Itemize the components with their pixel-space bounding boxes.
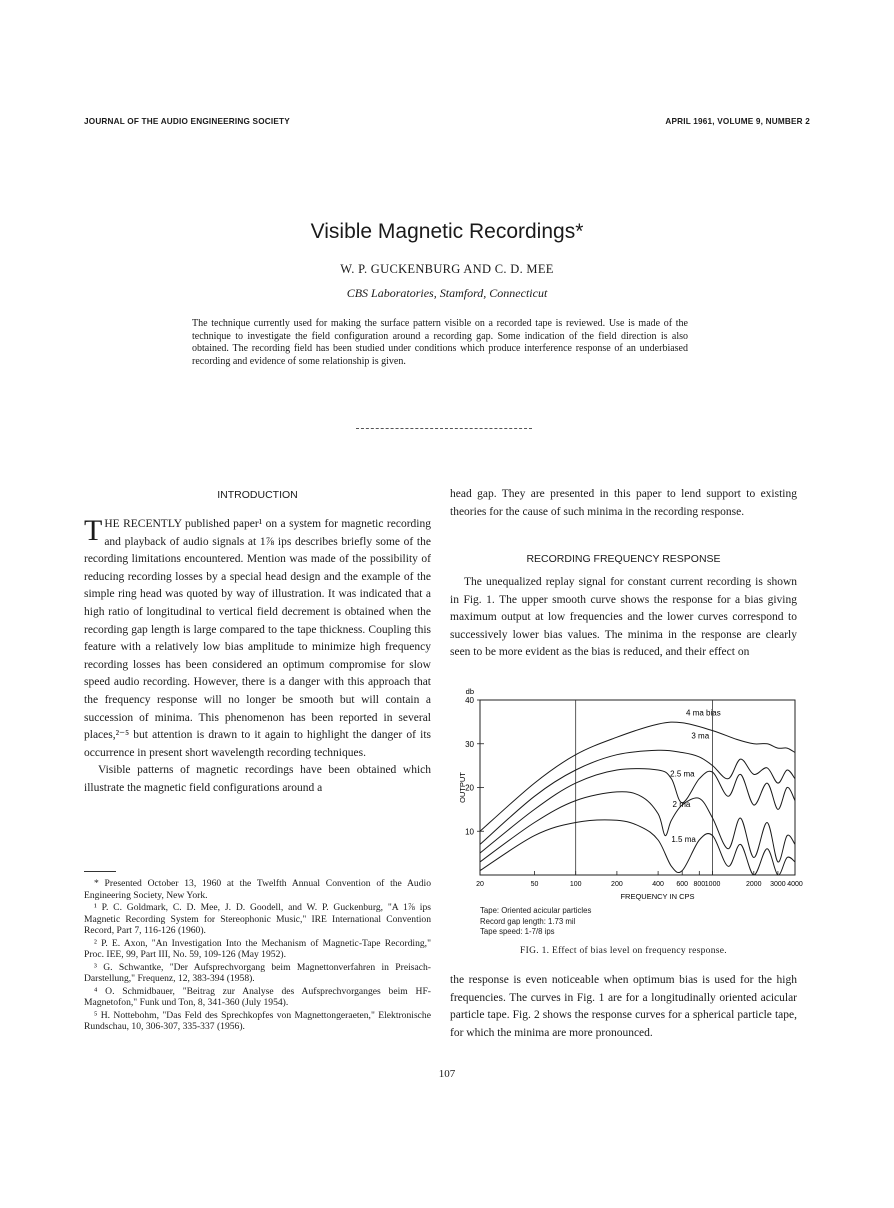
x-tick-label: 50 [530, 881, 539, 888]
journal-header: JOURNAL OF THE AUDIO ENGINEERING SOCIETY [84, 117, 290, 126]
footnote: * Presented October 13, 1960 at the Twelfth Annual Convention of the Audio Engineering Society, New York. [84, 878, 431, 901]
series-label: 4 ma bias [686, 708, 721, 718]
page-number: 107 [438, 1068, 456, 1080]
footnote: ¹ P. C. Goldmark, C. D. Mee, J. D. Goodell, and W. P. Guckenburg, "A 1⅞ ips Magnetic Recording System for Stereophonic Music," IRE International Convention Record, Part 7, 116-126 (1960). [84, 902, 431, 936]
article-title: Visible Magnetic Recordings* [310, 220, 584, 243]
recording-paragraph-2: the response is even noticeable when optimum bias is used for the high frequencies. The curves in Fig. 1 are for a longitudinally oriented acicular particle tape. Fig. 2 shows the response curves for a spherical particle tape, for which the minima are more pronounced. [450, 974, 797, 1039]
series-line [480, 820, 795, 875]
series-label: 2.5 ma [670, 769, 695, 779]
footnote-rule [84, 871, 116, 872]
plot-frame [480, 700, 795, 875]
tape-info-speed: Tape speed: 1-7/8 ips [480, 927, 555, 936]
series-label: 2 ma [672, 800, 691, 810]
footnote: ⁴ O. Schmidbauer, "Beitrag zur Analyse des Aufsprechvorganges beim HF-Magnetofon," Funk und Ton, 8, 341-360 (July 1954). [84, 985, 431, 1008]
x-tick-label: 800 [693, 881, 706, 888]
x-tick-label: 20 [476, 881, 484, 888]
article-authors: W. P. GUCKENBURG AND C. D. MEE [340, 262, 554, 276]
issue-header: APRIL 1961, VOLUME 9, NUMBER 2 [665, 117, 810, 126]
tape-info-gap: Record gap length: 1.73 mil [480, 916, 576, 926]
x-tick-label: 3000 [770, 881, 786, 888]
x-axis-label: FREQUENCY IN CPS [620, 892, 695, 901]
x-tick-label: 200 [611, 881, 623, 888]
tape-info-type: Tape: Oriented acicular particles [480, 906, 592, 915]
x-tick-label: 100 [569, 881, 582, 888]
series-label: 3 ma [691, 731, 710, 741]
y-axis-unit: db [465, 687, 474, 696]
y-tick-label: 40 [465, 696, 474, 705]
x-tick-label: 4000 [787, 881, 803, 888]
right-column-top: head gap. They are presented in this paper to lend support to existing theories for the cause of such minima in the recording response. [450, 488, 797, 518]
series-line [480, 750, 795, 844]
introduction-heading: INTRODUCTION [217, 489, 298, 501]
figure-caption: FIG. 1. Effect of bias level on frequency response. [520, 946, 727, 956]
x-tick-label: 600 [676, 881, 689, 888]
footnote: ³ G. Schwantke, "Der Aufsprechvorgang beim Magnettonverfahren in Preisach-Darstellung," Frequenz, 12, 383-394 (1958). [84, 961, 431, 984]
recording-paragraph-1: The unequalized replay signal for constant current recording is shown in Fig. 1. The upper smooth curve shows the response for a bias giving maximum output at low frequencies and the lower curves correspond to successively lower bias values. The minima in the response are clearly seen to be more evident as the bias is reduced, and their effect on [450, 576, 797, 659]
y-tick-label: 20 [465, 783, 474, 793]
footnotes [84, 878, 431, 1034]
footnote: ² P. E. Axon, "An Investigation Into the Mechanism of Magnetic-Tape Recording," Proc. IEE, 99, Part III, No. 59, 109-126 (May 1952). [84, 937, 431, 960]
frequency-response-chart [455, 685, 803, 901]
intro-paragraph-1: HE RECENTLY published paper¹ on a system for magnetic recording and playback of audio signals at 1⅞ ips describes briefly some of the recording limitations encountered. Mention was made of the possibility of reducing recording losses by a special head design and the example of the simple ring head was quoted by way of illustration. It was indicated that a high ratio of longitudinal to vertical field decrement is obtained when the recording gap length is large compared to the tape thickness. Coupling this feature with a relatively low bias amplitude to minimize high frequency recording losses has been considered an optimum compromise for slow speed audio recording. However, there is a danger with this approach that the frequency response will no longer be smooth but will contain a succession of minima. This phenomenon has been reported in several places,²⁻⁵ but attention is drawn to it again to highlight the danger of its occurrence in present short wavelength recording techniques. [84, 518, 431, 759]
left-column [84, 516, 431, 798]
drop-cap: T [84, 514, 103, 547]
y-tick-label: 30 [465, 739, 474, 749]
series-label: 1.5 ma [671, 835, 696, 845]
tape-info [480, 906, 591, 938]
intro-paragraph-2: Visible patterns of magnetic recordings have been obtained which illustrate the magnetic field configurations around a [84, 764, 431, 794]
x-tick-label: 2000 [746, 881, 762, 888]
recording-response-heading: RECORDING FREQUENCY RESPONSE [526, 553, 721, 565]
separator-line [356, 428, 532, 430]
y-tick-label: 10 [465, 827, 474, 837]
abstract: The technique currently used for making the surface pattern visible on a recorded tape is reviewed. Use is made of the technique to investigate the field configuration around a recording gap. Some indication of the field direction is also obtained. The recording field has been studied under conditions which produce interference response of an underbiased recording and evidence of some relationship is given. [192, 318, 688, 367]
y-axis-label: OUTPUT [458, 772, 467, 803]
footnote: ⁵ H. Nottebohm, "Das Feld des Sprechkopfes von Magnettongeraeten," Elektronische Rundschau, 10, 306-307, 335-337 (1956). [84, 1009, 431, 1032]
x-tick-label: 1000 [704, 881, 721, 888]
article-affiliation: CBS Laboratories, Stamford, Connecticut [346, 286, 548, 300]
x-tick-label: 400 [652, 881, 664, 888]
